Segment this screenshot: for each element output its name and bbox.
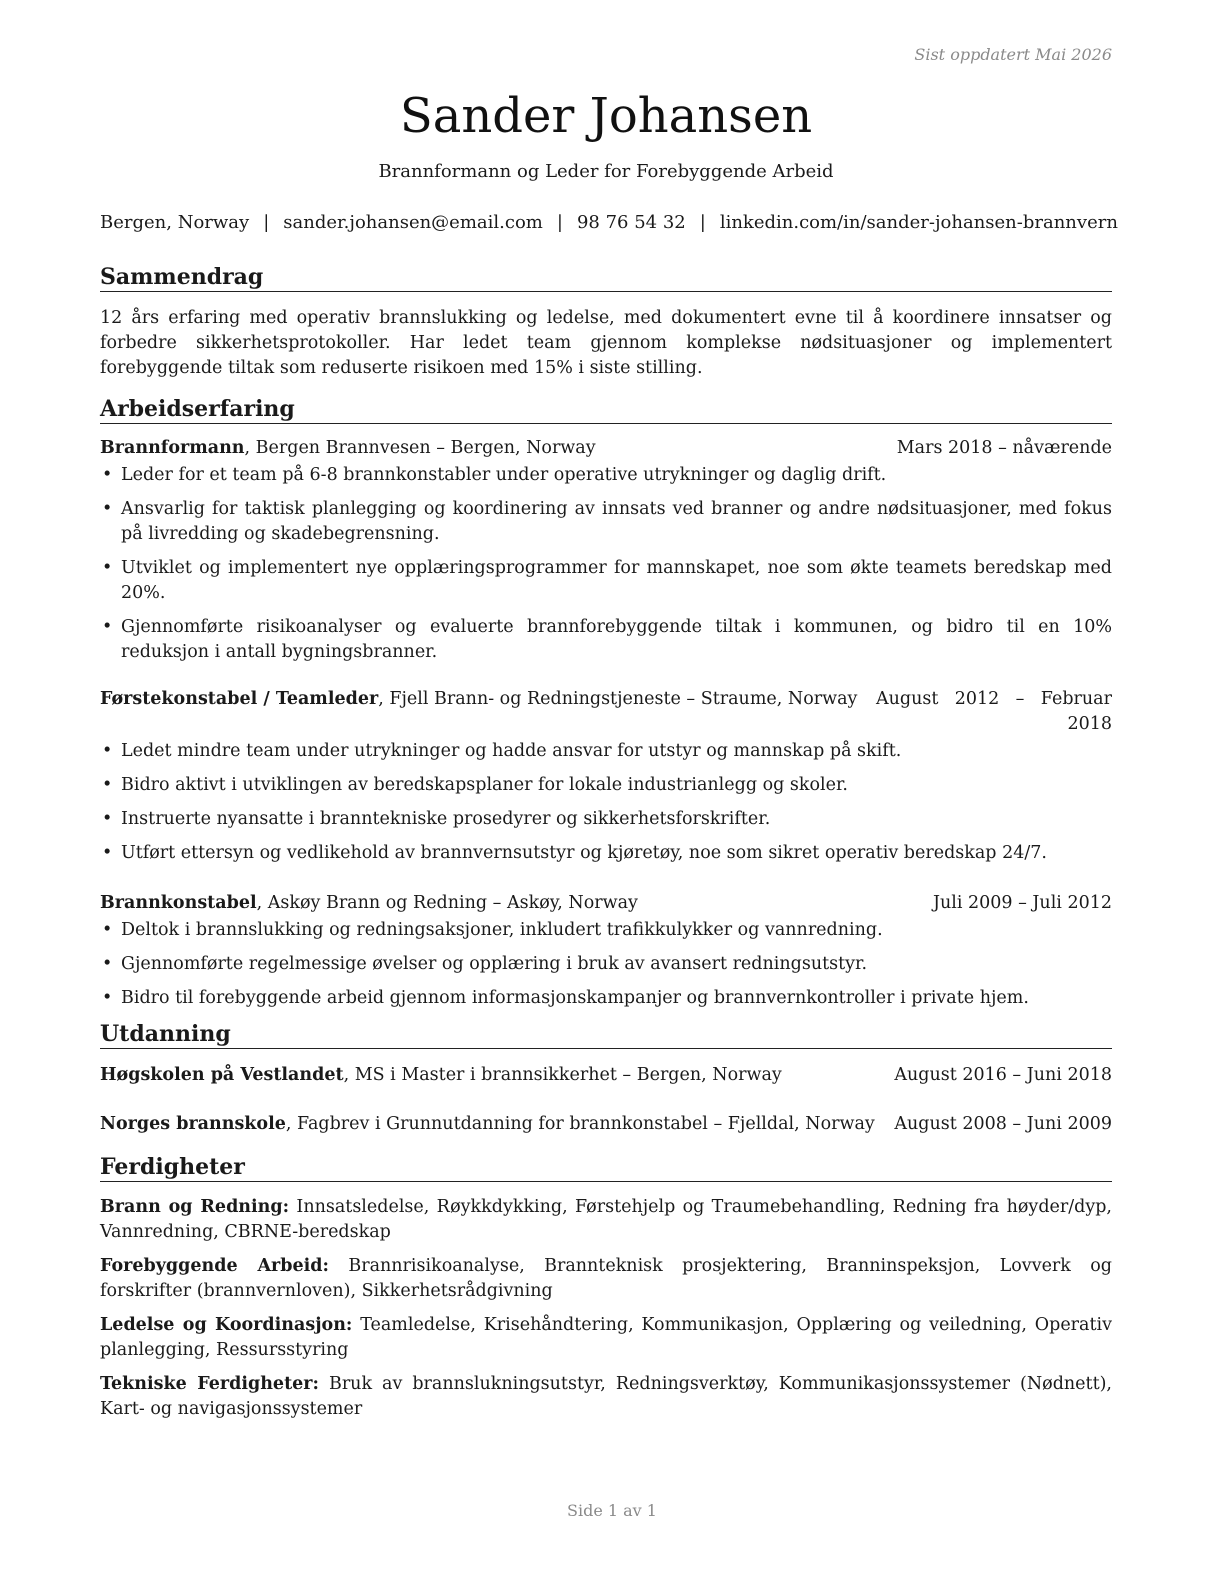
- bullet-text: Utført ettersyn og vedlikehold av brannvernsutstyr og kjøretøy, noe som sikret operativ beredskap 24/7.: [121, 843, 1047, 863]
- bullet-icon: •: [102, 988, 113, 1008]
- bullet-icon: •: [102, 920, 113, 940]
- bullet-icon: •: [102, 617, 113, 637]
- list-item: [100, 918, 1112, 943]
- bullet-icon: •: [102, 499, 113, 519]
- list-item: [100, 841, 1112, 866]
- experience-section: [100, 395, 1112, 1011]
- headline: Brannformann og Leder for Forebyggende Arbeid: [378, 161, 834, 182]
- job-bullets: [100, 463, 1112, 665]
- bullet-text: Leder for et team på 6-8 brannkonstabler under operative utrykninger og daglig drift.: [121, 465, 887, 485]
- contact-separator: |: [263, 212, 270, 233]
- job-entry: [100, 891, 1112, 1011]
- skill-label: Brann og Redning:: [100, 1197, 290, 1217]
- contact-separator: |: [699, 212, 706, 233]
- list-item: [100, 739, 1112, 764]
- contact-line: [100, 211, 1118, 235]
- job-entry: [100, 436, 1112, 665]
- summary-text: 12 års erfaring med operativ brannslukking og ledelse, med dokumentert evne til å koordinere innsatser og forbedre sikkerhetsprotokoller. Har ledet team gjennom komplekse nødsituasjoner og implementert forebyggende tiltak som reduserte risikoen med 15% i siste stilling.: [100, 308, 1112, 378]
- job-dates: August 2012 – Februar 2018: [876, 689, 1112, 734]
- bullet-icon: •: [102, 809, 113, 829]
- job-title-line: [100, 891, 638, 916]
- job-bullets: [100, 739, 1112, 866]
- section-title-skills: Ferdigheter: [100, 1153, 1112, 1182]
- job-title-line: [100, 436, 596, 461]
- job-header: [100, 687, 1112, 737]
- education-detail: , Fagbrev i Grunnutdanning for brannkonstabel – Fjelldal, Norway: [285, 1114, 875, 1134]
- job-entry: [100, 687, 1112, 866]
- skill-text: Brannrisikoanalyse, Brannteknisk prosjektering, Branninspeksjon, Lovverk og forskrifter (brannvernloven), Sikkerhetsrådgivning: [100, 1256, 1112, 1301]
- job-org: , Bergen Brannvesen – Bergen, Norway: [244, 438, 596, 458]
- education-school: Norges brannskole: [100, 1114, 286, 1134]
- contact-location: Bergen, Norway: [100, 212, 250, 233]
- education-entry: [100, 1063, 1112, 1088]
- skill-text: Innsatsledelse, Røykkdykking, Førstehjelp og Traumebehandling, Redning fra høyder/dyp, Vannredning, CBRNE-beredskap: [100, 1197, 1112, 1242]
- education-school: Høgskolen på Vestlandet: [100, 1065, 344, 1085]
- skill-label: Tekniske Ferdigheter:: [100, 1374, 319, 1394]
- page-number: Side 1 av 1: [567, 1501, 657, 1520]
- bullet-text: Ledet mindre team under utrykninger og hadde ansvar for utstyr og mannskap på skift.: [121, 741, 902, 761]
- section-title-experience: Arbeidserfaring: [100, 395, 1112, 424]
- bullet-text: Utviklet og implementert nye opplæringsprogrammer for mannskapet, noe som økte teamets beredskap med 20%.: [121, 558, 1112, 603]
- bullet-text: Gjennomførte regelmessige øvelser og opplæring i bruk av avansert redningsutstyr.: [121, 954, 868, 974]
- bullet-icon: •: [102, 843, 113, 863]
- skill-text: Bruk av brannslukningsutstyr, Redningsverktøy, Kommunikasjonssystemer (Nødnett), Kart- og navigasjonssystemer: [100, 1374, 1112, 1419]
- job-bullets: [100, 918, 1112, 1011]
- list-item: [100, 497, 1112, 547]
- education-line: [100, 1112, 875, 1137]
- job-org: , Askøy Brann og Redning – Askøy, Norway: [256, 893, 638, 913]
- section-title-summary: Sammendrag: [100, 263, 1112, 292]
- job-dates: Mars 2018 – nåværende: [896, 438, 1112, 458]
- skill-label: Ledelse og Koordinasjon:: [100, 1315, 353, 1335]
- person-name: Sander Johansen: [399, 88, 813, 144]
- job-dates: Juli 2009 – Juli 2012: [932, 893, 1112, 913]
- skills-section: [100, 1153, 1112, 1422]
- section-title-education: Utdanning: [100, 1020, 1112, 1049]
- list-item: [100, 615, 1112, 665]
- job-role: Brannkonstabel: [100, 893, 257, 913]
- contact-separator: |: [556, 212, 563, 233]
- list-item: [100, 952, 1112, 977]
- list-item: [100, 556, 1112, 606]
- summary-section: [100, 263, 1112, 381]
- contact-phone: 98 76 54 32: [576, 212, 686, 233]
- contact-email[interactable]: sander.johansen@email.com: [283, 212, 543, 233]
- bullet-icon: •: [102, 465, 113, 485]
- bullet-text: Deltok i brannslukking og redningsaksjoner, inkludert trafikkulykker og vannredning.: [121, 920, 883, 940]
- last-updated: Sist oppdatert Mai 2026: [914, 45, 1112, 64]
- job-header: [100, 891, 1112, 916]
- education-dates: August 2008 – Juni 2009: [894, 1114, 1112, 1134]
- bullet-text: Gjennomførte risikoanalyser og evaluerte brannforebyggende tiltak i kommunen, og bidro til en 10% reduksjon i antall bygningsbranner.: [121, 617, 1112, 662]
- job-title-line: [100, 687, 857, 737]
- bullet-text: Bidro til forebyggende arbeid gjennom informasjonskampanjer og brannvernkontroller i private hjem.: [121, 988, 1029, 1008]
- bullet-text: Instruerte nyansatte i branntekniske prosedyrer og sikkerhetsforskrifter.: [121, 809, 771, 829]
- list-item: [100, 986, 1112, 1011]
- skill-label: Forebyggende Arbeid:: [100, 1256, 329, 1276]
- job-role: Brannformann: [100, 438, 245, 458]
- job-org: , Fjell Brann- og Redningstjeneste – Straume, Norway: [378, 689, 858, 709]
- skill-group: [100, 1313, 1112, 1363]
- skill-group: [100, 1195, 1112, 1245]
- education-entry: [100, 1112, 1112, 1137]
- list-item: [100, 807, 1112, 832]
- bullet-icon: •: [102, 954, 113, 974]
- job-header: [100, 436, 1112, 461]
- bullet-text: Bidro aktivt i utviklingen av beredskapsplaner for lokale industrianlegg og skoler.: [121, 775, 848, 795]
- bullet-icon: •: [102, 775, 113, 795]
- job-role: Førstekonstabel / Teamleder: [100, 689, 379, 709]
- list-item: [100, 773, 1112, 798]
- education-dates: August 2016 – Juni 2018: [894, 1065, 1112, 1085]
- bullet-icon: •: [102, 741, 113, 761]
- bullet-text: Ansvarlig for taktisk planlegging og koordinering av innsats ved branner og andre nødsituasjoner, med fokus på livredding og skadebegrensning.: [121, 499, 1112, 544]
- list-item: [100, 463, 1112, 488]
- education-line: [100, 1063, 782, 1088]
- skill-group: [100, 1254, 1112, 1304]
- skill-text: Teamledelse, Krisehåndtering, Kommunikasjon, Opplæring og veiledning, Operativ planlegging, Ressursstyring: [100, 1315, 1112, 1360]
- contact-linkedin[interactable]: linkedin.com/in/sander-johansen-brannvern: [719, 212, 1118, 233]
- education-section: [100, 1020, 1112, 1137]
- skill-group: [100, 1372, 1112, 1422]
- bullet-icon: •: [102, 558, 113, 578]
- education-detail: , MS i Master i brannsikkerhet – Bergen, Norway: [343, 1065, 782, 1085]
